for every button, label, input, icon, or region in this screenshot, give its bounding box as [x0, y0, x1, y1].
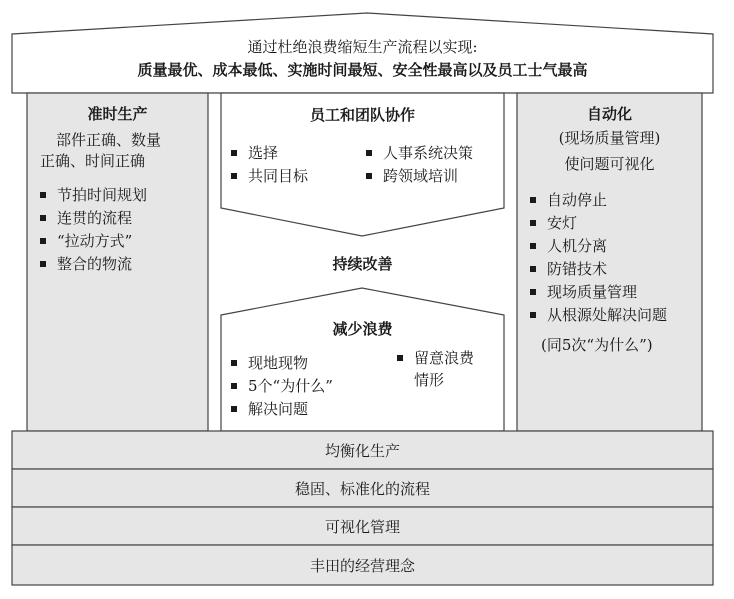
left-pillar-title: 准时生产 — [87, 105, 148, 123]
right-pillar-subtitle-1: (现场质量管理) — [558, 129, 661, 147]
list-item: 整合的物流 — [40, 253, 147, 276]
right-pillar-title: 自动化 — [586, 105, 632, 123]
list-item: 跨领域培训 — [366, 165, 473, 188]
foundation-band-4: 丰田的经营理念 — [309, 556, 415, 575]
left-pillar-subtitle-1: 部件正确、数量 — [56, 131, 162, 149]
list-item: 5个“为什么” — [231, 375, 333, 398]
right-pillar-last-item-note: (同5次“为什么”) — [541, 336, 653, 354]
left-pillar-list — [40, 184, 147, 276]
center-top-list-2 — [366, 142, 473, 188]
center-bottom-item-continuation: 情形 — [414, 371, 445, 389]
list-item: 节拍时间规划 — [40, 184, 147, 207]
bullet-icon — [397, 355, 403, 361]
center-middle-label: 持续改善 — [332, 255, 393, 273]
center-top-list-1 — [231, 142, 308, 188]
bullet-icon — [530, 312, 536, 318]
bullet-icon — [530, 243, 536, 249]
bullet-icon — [530, 197, 536, 203]
list-item: 留意浪费 — [397, 347, 474, 370]
foundation-band-1: 均衡化生产 — [324, 441, 400, 460]
left-pillar-subtitle-2: 正确、时间正确 — [40, 152, 146, 170]
list-item: 从根源处解决问题 — [530, 304, 667, 327]
center-bottom-list-1 — [231, 352, 333, 421]
bullet-icon — [366, 150, 372, 156]
bullet-icon — [231, 150, 237, 156]
bullet-icon — [231, 406, 237, 412]
right-pillar-list — [530, 189, 667, 327]
bullet-icon — [40, 261, 46, 267]
foundation-band-3: 可视化管理 — [324, 517, 400, 536]
foundation-band-2: 稳固、标准化的流程 — [294, 479, 430, 498]
list-item: 选择 — [231, 142, 308, 165]
list-item: 人机分离 — [530, 235, 667, 258]
list-item: 连贯的流程 — [40, 207, 147, 230]
list-item: 防错技术 — [530, 258, 667, 281]
list-item: 安灯 — [530, 212, 667, 235]
roof-line-2: 质量最优、成本最低、实施时间最短、安全性最高以及员工士气最高 — [137, 61, 588, 79]
bullet-icon — [40, 192, 46, 198]
bullet-icon — [366, 173, 372, 179]
list-item: “拉动方式” — [40, 230, 147, 253]
list-item: 现场质量管理 — [530, 281, 667, 304]
bullet-icon — [530, 289, 536, 295]
roof-line-1: 通过杜绝浪费缩短生产流程以实现: — [247, 38, 478, 56]
list-item: 共同目标 — [231, 165, 308, 188]
bullet-icon — [40, 238, 46, 244]
bullet-icon — [40, 215, 46, 221]
list-item: 现地现物 — [231, 352, 333, 375]
list-item: 自动停止 — [530, 189, 667, 212]
bullet-icon — [231, 360, 237, 366]
list-item: 人事系统决策 — [366, 142, 473, 165]
center-bottom-list-2 — [397, 347, 474, 370]
bullet-icon — [530, 266, 536, 272]
right-pillar-subtitle-2: 使问题可视化 — [564, 155, 655, 173]
bullet-icon — [231, 383, 237, 389]
center-top-title: 员工和团队协作 — [309, 106, 415, 124]
bullet-icon — [231, 173, 237, 179]
list-item: 解决问题 — [231, 398, 333, 421]
bullet-icon — [530, 220, 536, 226]
center-bottom-title: 减少浪费 — [332, 320, 393, 338]
